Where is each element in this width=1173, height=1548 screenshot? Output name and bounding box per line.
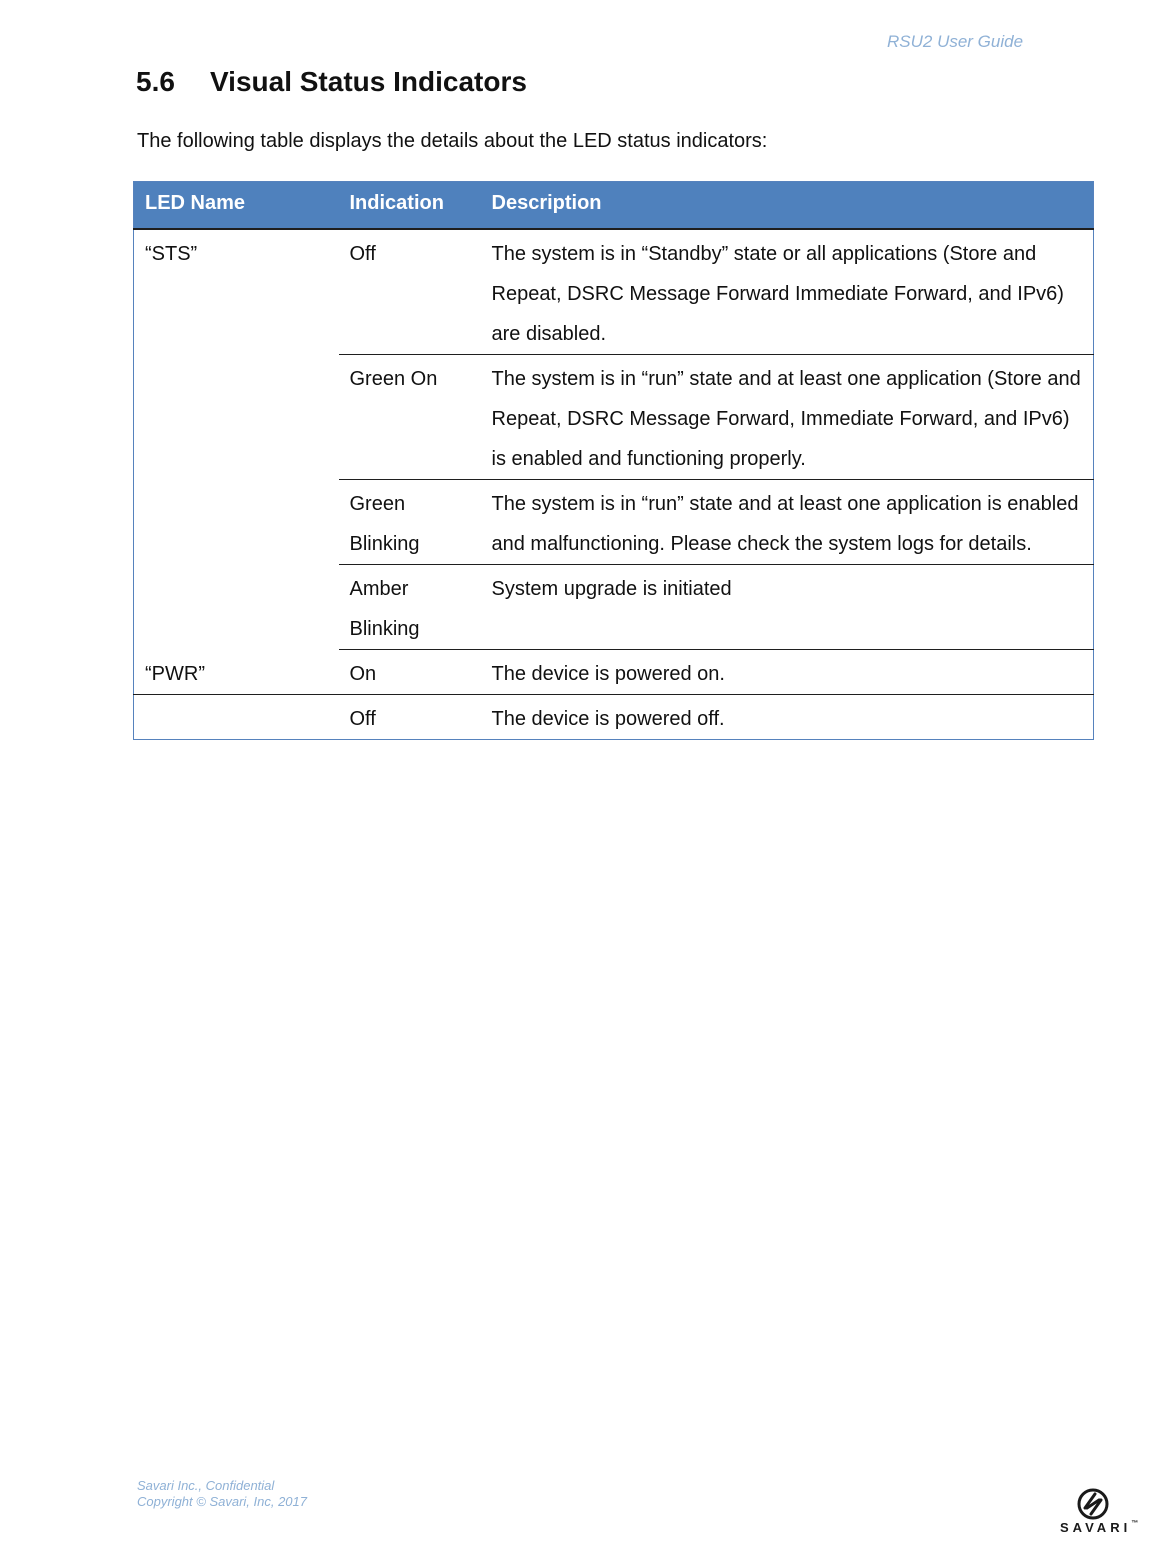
column-header-description: Description: [481, 182, 1094, 230]
indication-cell: Amber Blinking: [339, 565, 481, 650]
header-guide-title: RSU2 User Guide: [887, 32, 1024, 51]
column-header-led-name: LED Name: [134, 182, 339, 230]
description-cell: The device is powered off.: [491, 708, 725, 730]
table-header-row: [134, 182, 1094, 230]
indication-cell: Off: [339, 229, 481, 355]
footer-copyright: Copyright © Savari, Inc, 2017: [137, 1494, 307, 1509]
indication-cell: Green On: [339, 355, 481, 480]
led-name-cell: [134, 695, 339, 740]
table-row: [134, 695, 1094, 740]
description-cell: The system is in “run” state and at least one application is enabled and malfunctioning. Please check the system logs for details.: [481, 480, 1094, 565]
section-number: 5.6: [136, 66, 175, 97]
intro-paragraph: The following table displays the details about the LED status indicators:: [137, 130, 768, 152]
table-row: [134, 229, 1094, 355]
indication-cell: Green Blinking: [339, 480, 481, 565]
led-name-cell: “STS”: [145, 243, 198, 265]
indication-cell: Off: [349, 708, 376, 730]
table-row: [134, 650, 1094, 695]
description-cell: The system is in “Standby” state or all applications (Store and Repeat, DSRC Message Forward Immediate Forward, and IPv6) are disabled.: [481, 229, 1094, 355]
description-cell: The device is powered on.: [481, 650, 1094, 695]
section-title: [136, 66, 527, 98]
led-name-cell: “PWR”: [134, 650, 339, 695]
footer: [137, 1478, 307, 1510]
indication-cell: On: [339, 650, 481, 695]
savari-logo: [1057, 1488, 1137, 1548]
description-cell: The system is in “run” state and at least one application (Store and Repeat, DSRC Message Forward, Immediate Forward, and IPv6) is enabled and functioning properly.: [481, 355, 1094, 480]
led-status-table: [133, 181, 1094, 740]
description-cell: System upgrade is initiated: [481, 565, 1094, 650]
column-header-indication: Indication: [339, 182, 481, 230]
footer-confidential: Savari Inc., Confidential: [137, 1478, 275, 1493]
savari-logo-icon: [1057, 1488, 1137, 1522]
logo-wordmark: SAVARI™: [1060, 1520, 1139, 1535]
section-title-text: Visual Status Indicators: [210, 66, 527, 97]
